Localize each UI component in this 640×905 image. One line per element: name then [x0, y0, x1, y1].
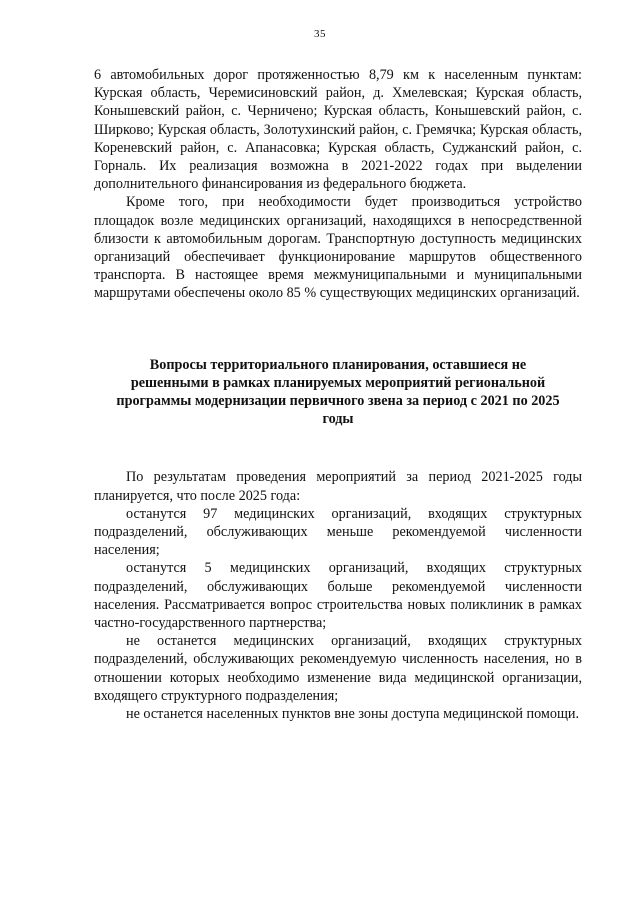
paragraph-roads-list: 6 автомобильных дорог протяженностью 8,79 км к населенным пунктам: Курская область, Черемисиновский район, д. Хмелевская; Курская область, Конышевский район, с. Черничено; Курская область, Конышевский район, с. Ширково; Курская область, Золотухинский район, с. Гремячка; Курская область, Кореневский район, с. Апанасовка; Курская область, Суджанский район, с. Горналь. Их реализация возможна в 2021-2022 годах при выделении дополнительного финансирования из федерального бюджета. — [94, 67, 582, 193]
page-body — [94, 66, 582, 723]
list-item-type-change: не останется медицинских организаций, входящих структурных подразделений, обслуживающих рекомендуемую численность населения, но в отношении которых необходимо изменение вида медицинской организации, входящего структурного подразделения; — [94, 633, 582, 704]
page-number: 35 — [314, 28, 326, 40]
list-item-underserved: останутся 97 медицинских организаций, входящих структурных подразделений, обслуживающих меньше рекомендуемой численности населения; — [94, 505, 582, 559]
list-item-overserved: останутся 5 медицинских организаций, входящих структурных подразделений, обслуживающих больше рекомендуемой численности населения. Рассматривается вопрос строительства новых поликлиник в рамках частно-государственного партнерства; — [94, 560, 582, 632]
paragraph-transport-access: Кроме того, при необходимости будет производиться устройство площадок возле медицинских организаций, находящихся в непосредственной близости к автомобильным дорогам. Транспортную доступность медицинских организаций обеспечивает функционирование маршрутов общественного транспорта. В настоящее время межмуниципальными и муниципальными маршрутами обеспечены около 85 % существующих медицинских организаций. — [94, 194, 582, 302]
list-item-access-zone: не останется населенных пунктов вне зоны доступа медицинской помощи. — [126, 706, 580, 723]
section-heading: Вопросы территориального планирования, оставшиеся не решенными в рамках планируемых мероприятий региональной программы модернизации первичного звена за период с 2021 по 2025 годы — [116, 356, 560, 428]
paragraph-results-intro: По результатам проведения мероприятий за период 2021-2025 годы планируется, что после 2025 года: — [94, 469, 582, 504]
